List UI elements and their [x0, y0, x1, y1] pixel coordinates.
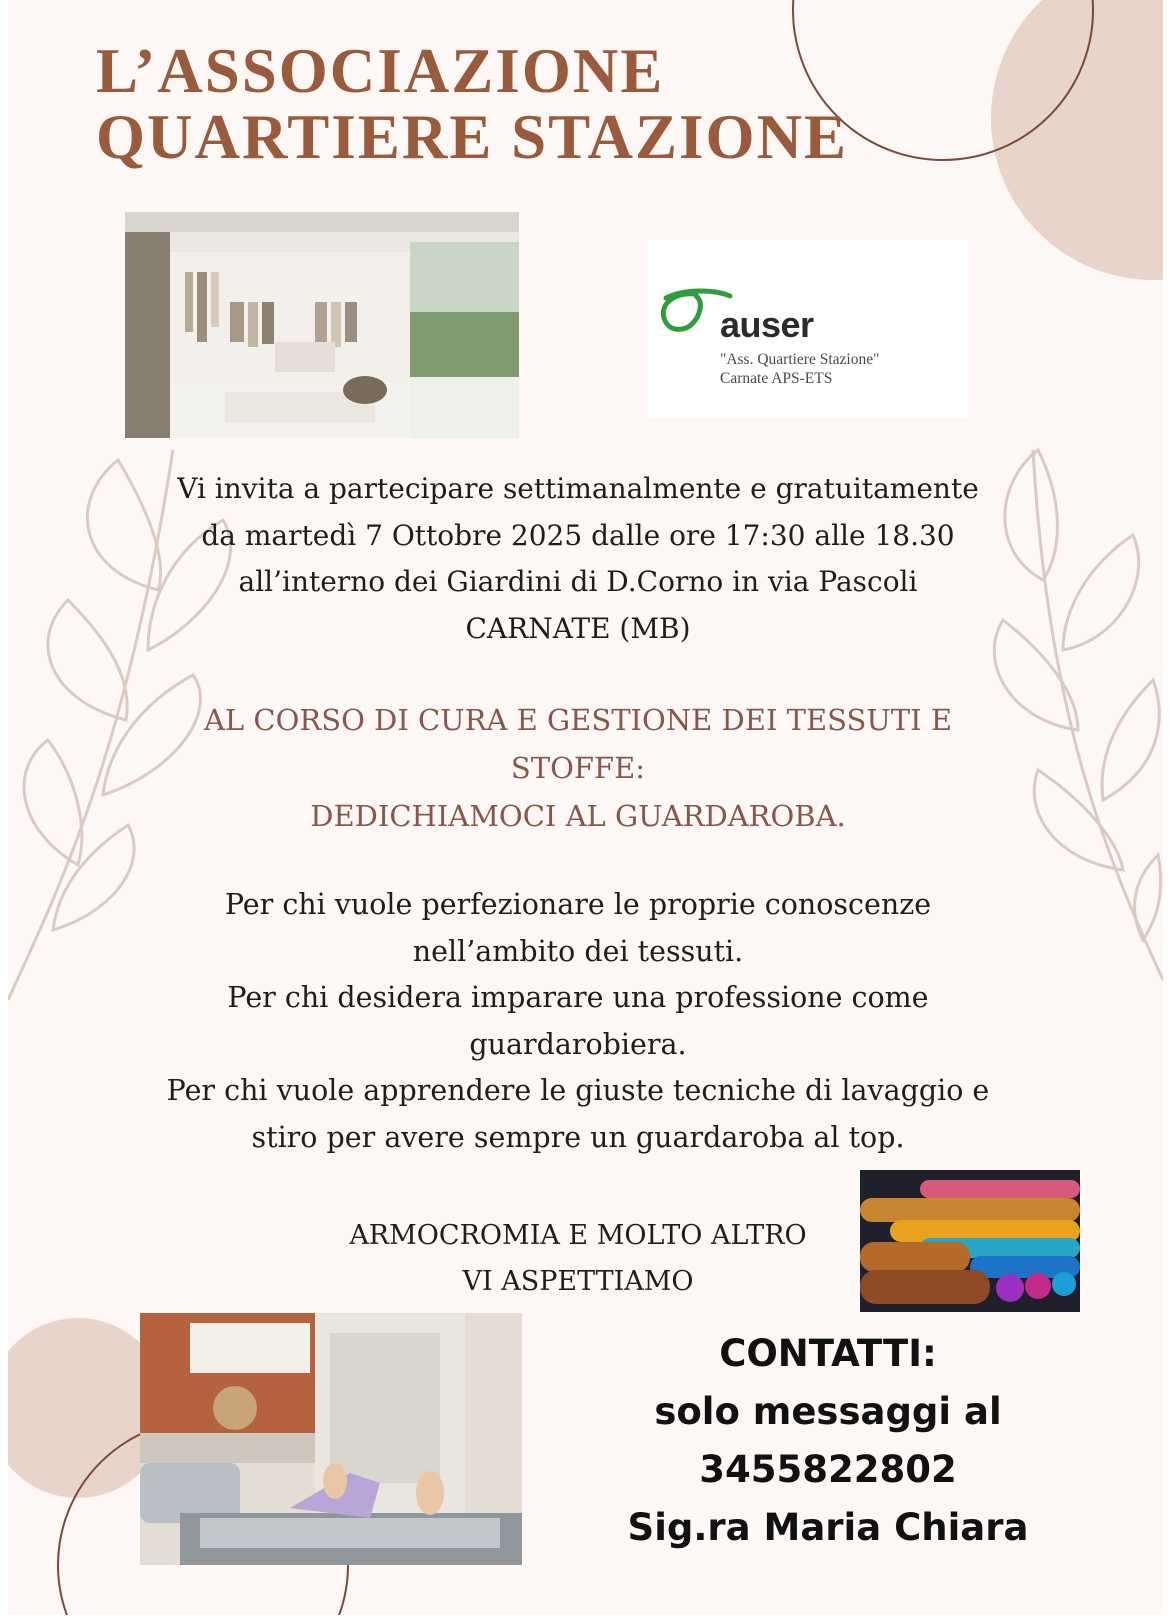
contacts-heading: CONTATTI:: [719, 1332, 937, 1375]
contacts-phone: 3455822802: [699, 1448, 957, 1491]
fabric-illustration: [860, 1170, 1080, 1312]
invitation-line: CARNATE (MB): [465, 611, 691, 645]
logo-wordmark: auser: [720, 304, 814, 345]
reason-line: Per chi vuole apprendere le giuste tecniche di lavaggio e: [166, 1074, 990, 1107]
auser-logo: [648, 240, 968, 418]
contacts-block: [608, 1325, 1048, 1557]
course-line: DEDICHIAMOCI AL GUARDAROBA.: [310, 799, 846, 833]
fabric-rolls-photo: [860, 1170, 1080, 1312]
course-line: AL CORSO DI CURA E GESTIONE DEI TESSUTI E: [203, 703, 952, 737]
invitation-text: [118, 466, 1038, 652]
reason-line: guardarobiera.: [469, 1027, 687, 1061]
title-line: QUARTIERE STAZIONE: [96, 102, 849, 172]
contacts-instruction: solo messaggi al: [654, 1390, 1002, 1433]
top-right-filled-circle: [991, 0, 1163, 280]
invitation-line: all’interno dei Giardini di D.Corno in via Pascoli: [238, 565, 918, 598]
logo-subtitle-line: "Ass. Quartiere Stazione": [720, 351, 880, 368]
page-title: [96, 38, 848, 170]
ironing-illustration: [140, 1313, 522, 1565]
course-reasons: [118, 882, 1038, 1161]
closing-line: ARMOCROMIA E MOLTO ALTRO: [349, 1220, 807, 1251]
flyer: [8, 0, 1163, 1615]
invitation-line: Vi invita a partecipare settimanalmente e gratuitamente: [177, 472, 979, 505]
closing-line: VI ASPETTIAMO: [462, 1266, 694, 1297]
contacts-name: Sig.ra Maria Chiara: [627, 1506, 1029, 1549]
wardrobe-illustration: [125, 212, 519, 438]
reason-line: stiro per avere sempre un guardaroba al top.: [251, 1120, 905, 1154]
reason-line: Per chi vuole perfezionare le proprie conoscenze: [224, 888, 932, 921]
wardrobe-photo: [125, 212, 519, 438]
logo-subtitle: [720, 350, 879, 388]
logo-subtitle-line: Carnate APS-ETS: [720, 370, 833, 387]
reason-line: nell’ambito dei tessuti.: [412, 934, 744, 968]
ironing-photo: [140, 1313, 522, 1565]
title-line: L’ASSOCIAZIONE: [96, 36, 665, 106]
course-line: STOFFE:: [510, 751, 646, 785]
closing-text: [268, 1213, 888, 1305]
invitation-line: da martedì 7 Ottobre 2025 dalle ore 17:30 alle 18.30: [201, 518, 955, 552]
reason-line: Per chi desidera imparare una professione come: [227, 981, 929, 1014]
course-title: [118, 696, 1038, 840]
